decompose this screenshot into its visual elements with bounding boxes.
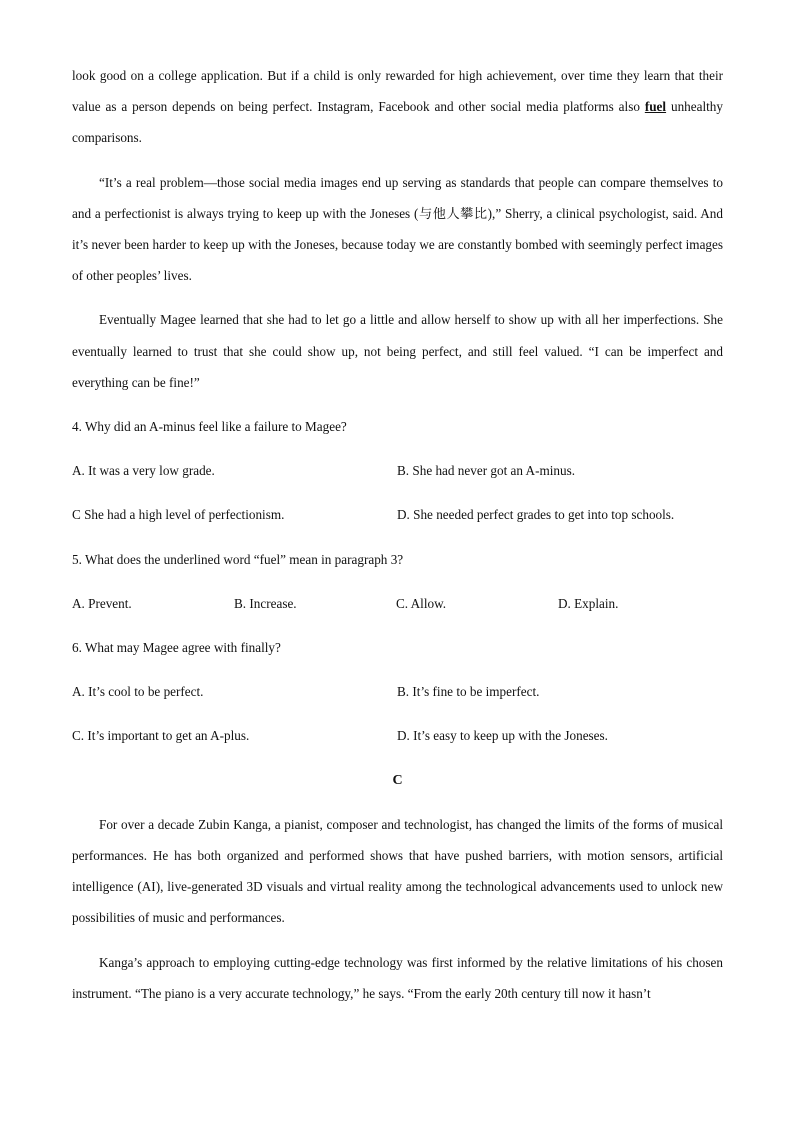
option-d: D. It’s easy to keep up with the Joneses. — [397, 728, 608, 744]
option-b: B. It’s fine to be imperfect. — [397, 684, 540, 700]
question-4-options-row-1 — [72, 455, 723, 486]
option-d: D. She needed perfect grades to get into top schools. — [397, 507, 675, 523]
option-a: A. It was a very low grade. — [72, 463, 215, 479]
question-6-options-row-2 — [72, 720, 723, 751]
underlined-word-fuel: fuel — [644, 99, 667, 115]
question-6-options-row-1 — [72, 676, 723, 707]
section-heading-c: C — [392, 772, 403, 788]
option-c: C. It’s important to get an A-plus. — [72, 728, 250, 744]
option-a: A. It’s cool to be perfect. — [72, 684, 204, 700]
option-a: A. Prevent. — [72, 595, 132, 611]
question-5-options-row — [72, 588, 723, 619]
passage-b-paragraph-1 — [72, 60, 723, 154]
passage-c-paragraph-1: For over a decade Zubin Kanga, a pianist, composer and technologist, has changed the limits of the forms of musical performances. He has both organized and performed shows that have pushed barriers, with motion sensors, artificial intelligence (AI), live-generated 3D visuals and virtual reality among the technological advancements used to unlock new possibilities of music and performances. — [72, 816, 723, 926]
option-c: C. Allow. — [396, 595, 447, 611]
passage-b-paragraph-2: “It’s a real problem—those social media images end up serving as standards that people can compare themselves to and a perfectionist is always trying to keep up with the Joneses (与他人攀比),” Sherry, a clinical psychologist, said. And it’s never been harder to keep up with the Joneses, because today we are constantly bombed with seemingly perfect images of other peoples’ lives. — [72, 174, 723, 284]
question-4-stem: 4. Why did an A-minus feel like a failure to Magee? — [72, 419, 347, 435]
option-b: B. She had never got an A-minus. — [397, 463, 576, 479]
option-d: D. Explain. — [558, 595, 619, 611]
passage-c-paragraph-2: Kanga’s approach to employing cutting-edge technology was first informed by the relative limitations of his chosen instrument. “The piano is a very accurate technology,” he says. “From the early 20th century till now it hasn’t — [72, 954, 723, 1001]
passage-b-paragraph-3: Eventually Magee learned that she had to let go a little and allow herself to show up with all her imperfections. She eventually learned to trust that she could show up, not being perfect, and still feel valued. “I can be imperfect and everything can be fine!” — [72, 312, 723, 390]
question-4-options-row-2 — [72, 499, 723, 530]
question-6-stem: 6. What may Magee agree with finally? — [72, 640, 281, 656]
question-5-stem: 5. What does the underlined word “fuel” mean in paragraph 3? — [72, 551, 404, 567]
document-page — [72, 60, 723, 1022]
paragraph-text: unhealthy comparisons. — [72, 99, 723, 146]
option-b: B. Increase. — [234, 595, 297, 611]
paragraph-text: look good on a college application. But if a child is only rewarded for high achievement, over time they learn that their value as a person depends on being perfect. Instagram, Facebook and other social media platforms also — [72, 68, 723, 115]
option-c: C She had a high level of perfectionism. — [72, 507, 285, 523]
